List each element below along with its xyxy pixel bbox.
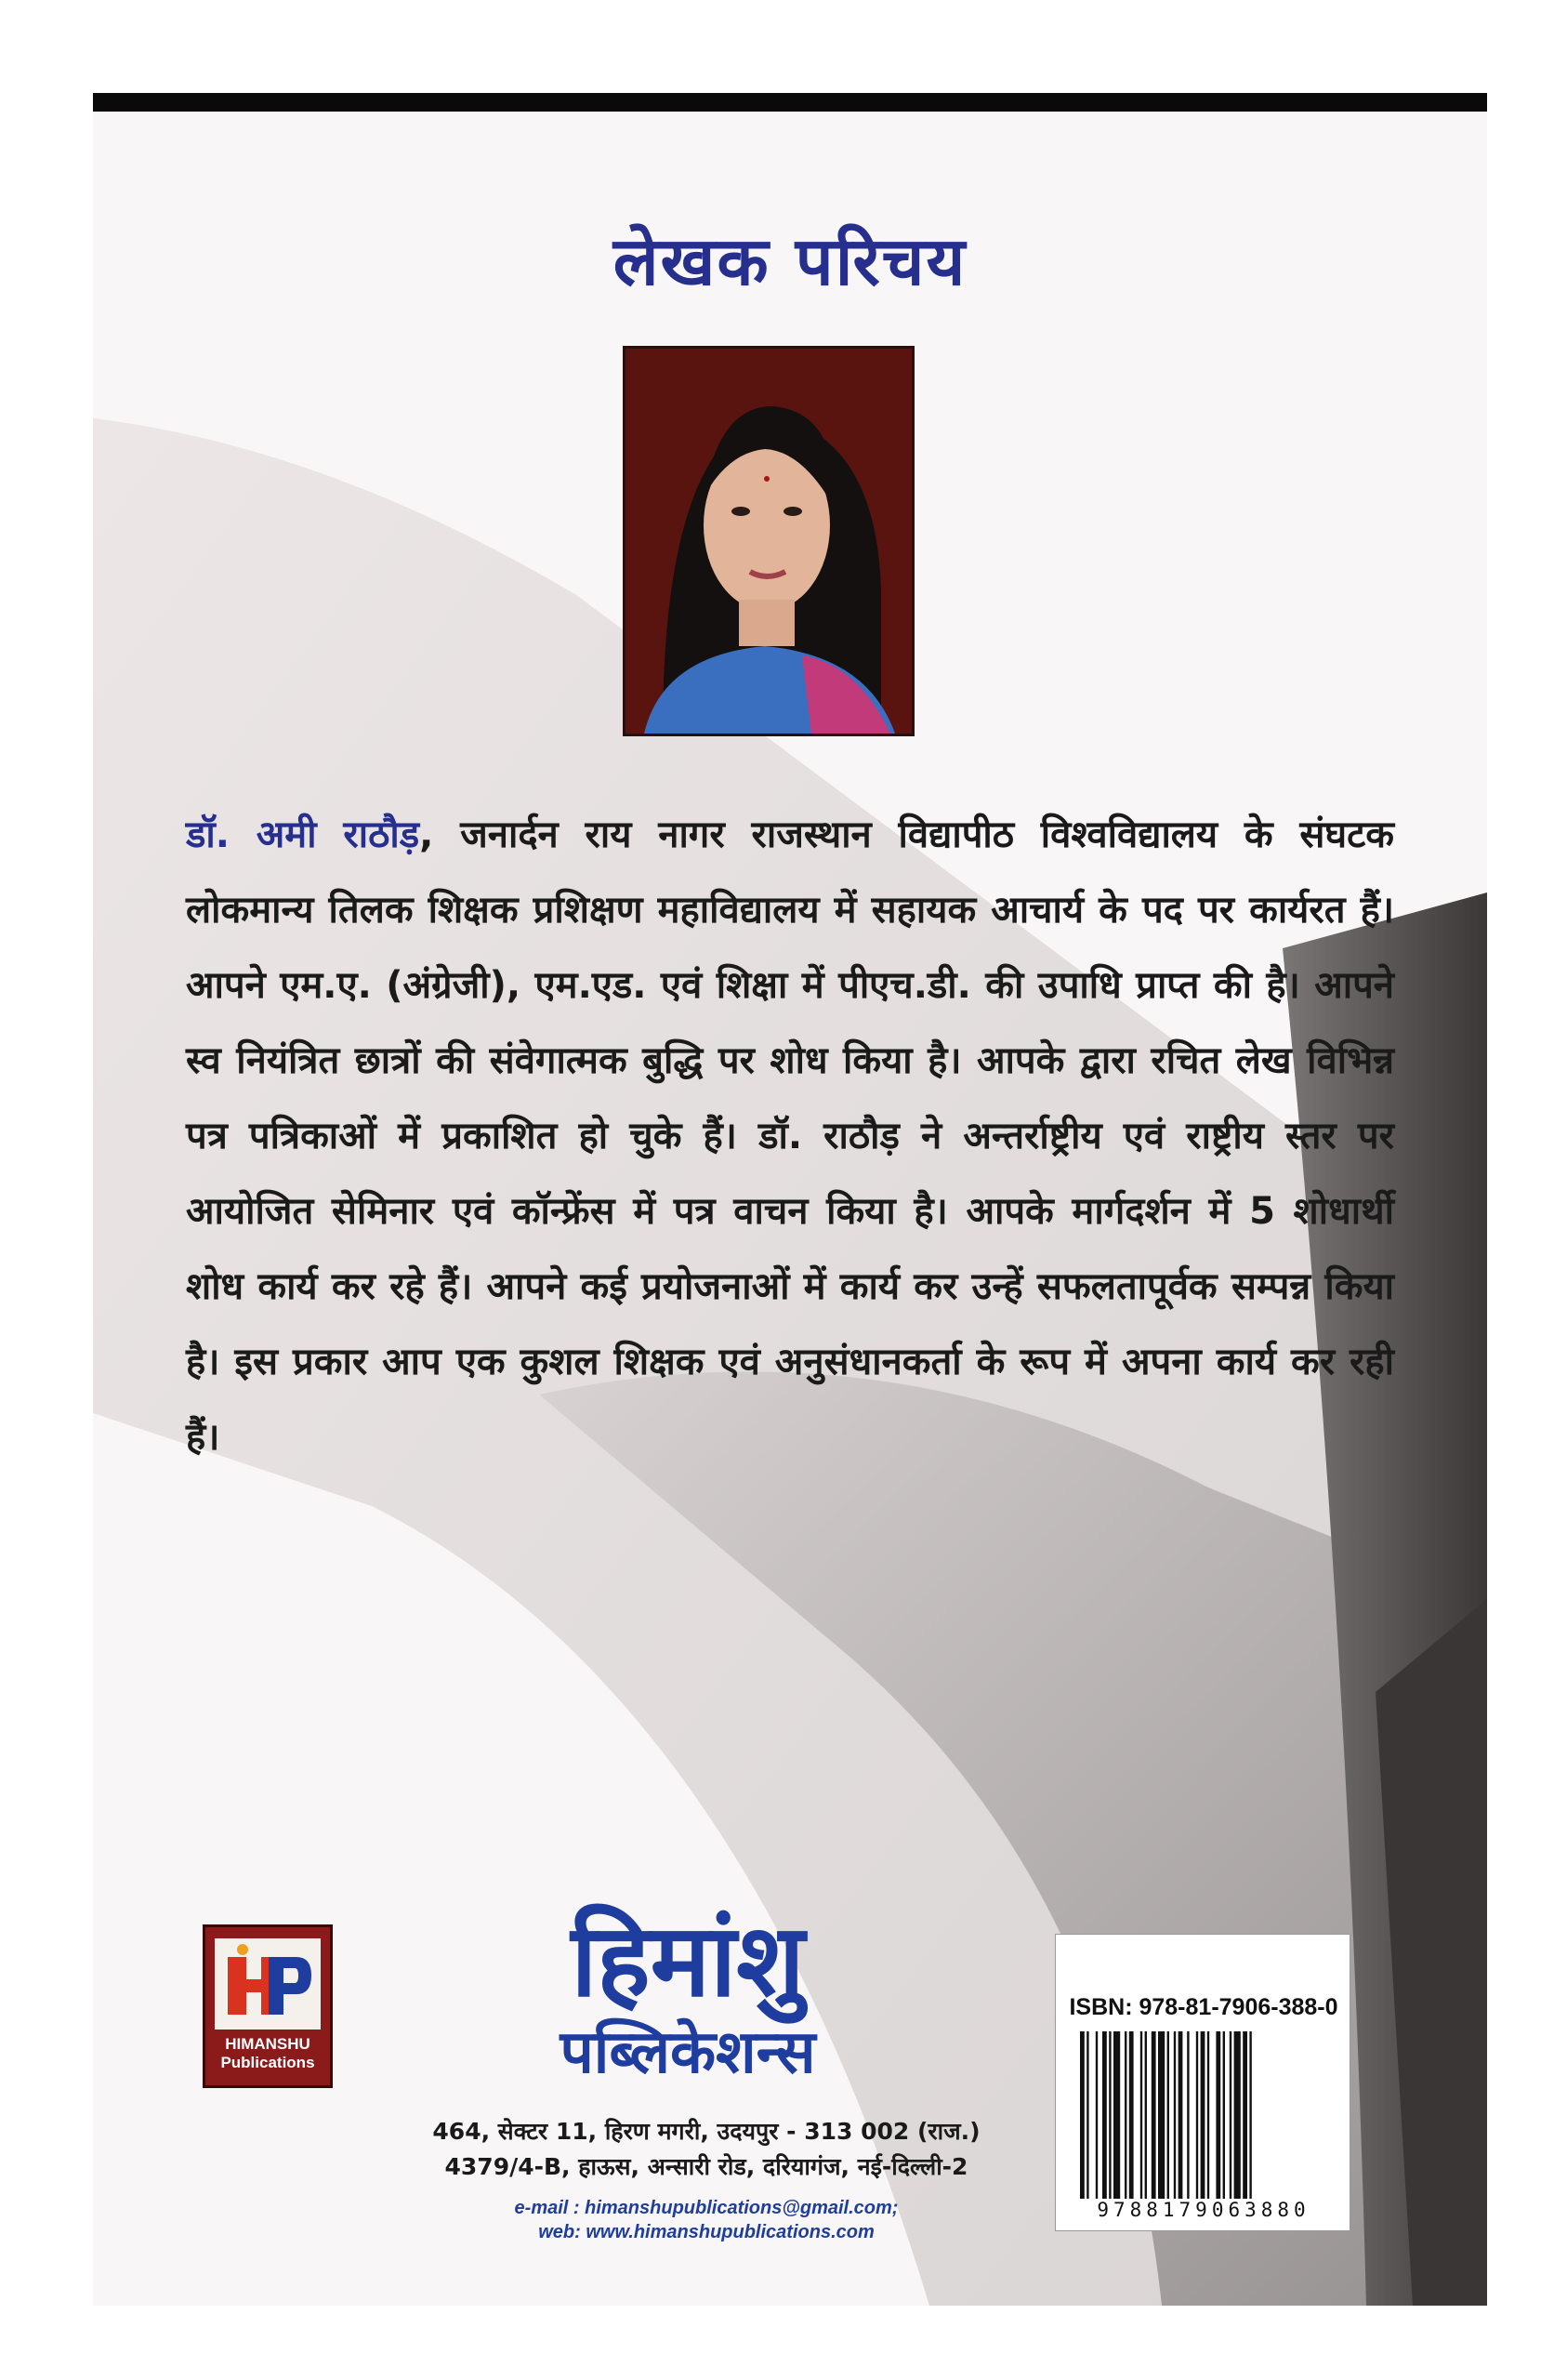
isbn-label: ISBN: 978-81-7906-388-0: [1069, 1994, 1338, 2020]
publisher-logo: [203, 1924, 333, 2088]
barcode-digits: 9788179063880: [1097, 2199, 1310, 2221]
publisher-email: e-mail : himanshupublications@gmail.com;: [514, 2198, 899, 2218]
publisher-name: हिमांशु: [571, 1903, 805, 2019]
page-title: लेखक परिचय: [612, 222, 968, 300]
author-name: डॉ. अमी राठौड़: [186, 813, 420, 856]
publisher-address-2: 4379/4-B, हाऊस, अन्सारी रोड, दरियागंज, नई-दिल्ली-2: [444, 2153, 968, 2180]
logo-line-1: HIMANSHU: [225, 2035, 310, 2053]
logo-label: [205, 2035, 330, 2072]
hp-logo-icon: [215, 1938, 321, 2030]
barcode-icon: [1080, 2031, 1327, 2199]
publisher-website: web: www.himanshupublications.com: [538, 2222, 875, 2242]
book-back-cover: [93, 93, 1487, 2306]
author-bio: [186, 798, 1394, 1475]
publisher-subtitle: पब्लिकेशन्स: [560, 2018, 816, 2087]
logo-line-2: Publications: [220, 2054, 315, 2071]
author-bio-text: , जनार्दन राय नागर राजस्थान विद्यापीठ विश्वविद्यालय के संघटक लोकमान्य तिलक शिक्षक प्रशिक्षण महाविद्यालय में सहायक आचार्य के पद पर कार्यरत हैं। आपने एम.ए. (अंग्रेजी), एम.एड. एवं शिक्षा में पीएच.डी. की उपाधि प्राप्त की है। आपने स्व नियंत्रित छात्रों की संवेगात्मक बुद्धि पर शोध किया है। आपके द्वारा रचित लेख विभिन्न पत्र पत्रिकाओं में प्रकाशित हो चुके हैं। डॉ. राठौड़ ने अन्तर्राष्ट्रीय एवं राष्ट्रीय स्तर पर आयोजित सेमिनार एवं कॉन्फ्रेंस में पत्र वाचन किया है। आपके मार्गदर्शन में 5 शोधार्थी शोध कार्य कर रहे हैं। आपने कई प्रयोजनाओं में कार्य कर उन्हें सफलतापूर्वक सम्पन्न किया है। इस प्रकार आप एक कुशल शिक्षक एवं अनुसंधानकर्ता के रूप में अपना कार्य कर रही हैं।: [186, 813, 1394, 1459]
publisher-address-1: 464, सेक्टर 11, हिरण मगरी, उदयपुर - 313 002 (राज.): [432, 2118, 981, 2145]
isbn-block: [1055, 1934, 1350, 2231]
author-photo: [623, 346, 915, 736]
